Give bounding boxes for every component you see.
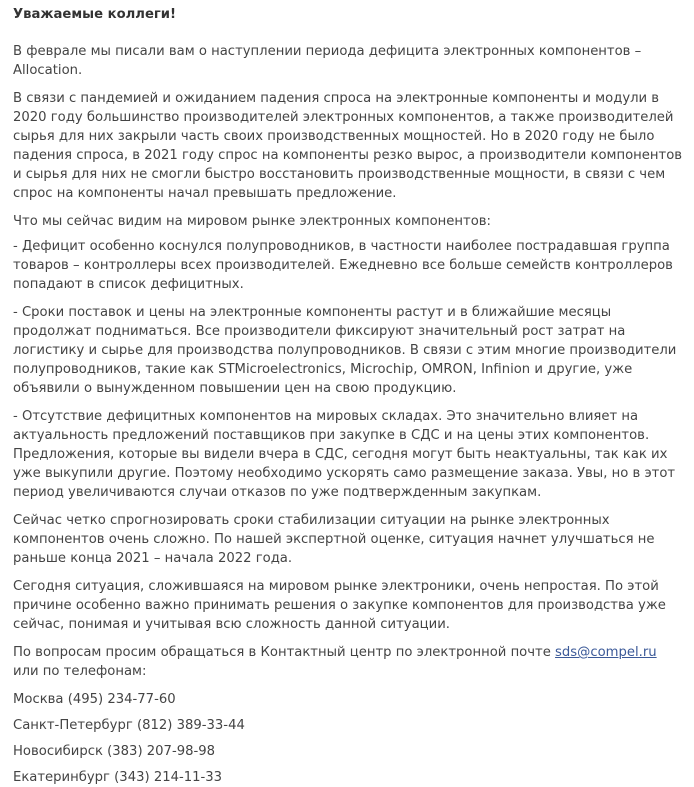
phone-novosibirsk: Новосибирск (383) 207-98-98 bbox=[13, 744, 216, 759]
contact-email-link[interactable]: sds@compel.ru bbox=[555, 645, 657, 660]
market-list-heading: Что мы сейчас видим на мировом рынке электронных компонентов: bbox=[13, 214, 491, 229]
bullet-stock: - Отсутствие дефицитных компонентов на мировых складах. Это значительно влияет на актуальность предложений поставщиков при закупке в СДС и на цены этих компонентов. Предложения, которые вы видели вчера в СДС, сегодня могут быть неактуальны, так как их уже выкупили другие. Поэтому необходимо ускорять само размещение заказа. Увы, но в этот период увеличиваются случаи отказов по уже подтвержденным закупкам. bbox=[13, 409, 676, 500]
bullet-shortage: - Дефицит особенно коснулся полупроводников, в частности наиболее пострадавшая группа товаров – контроллеры всех производителей. Ежедневно все больше семейств контроллеров попадают в список дефицитных. bbox=[13, 239, 673, 292]
letter-greeting: Уважаемые коллеги! bbox=[13, 7, 177, 22]
situation-paragraph: В связи с пандемией и ожиданием падения спроса на электронные компоненты и модули в 2020 году большинство производителей электронных компонентов, а также производителей сырья для них закрыли часть своих производственных мощностей. Но в 2020 году не было падения спроса, в 2021 году спрос на компоненты резко вырос, а производители компонентов и сырья для них не смогли быстро восстановить производственные мощности, в связи с чем спрос на компоненты начал превышать предложение. bbox=[13, 91, 683, 201]
contact-prefix: По вопросам просим обращаться в Контактный центр по электронной почте bbox=[13, 645, 556, 660]
phone-list bbox=[13, 690, 694, 787]
contact-suffix: или по телефонам: bbox=[13, 664, 147, 679]
forecast-paragraph: Сейчас четко спрогнозировать сроки стабилизации ситуации на рынке электронных компонентов очень сложно. По нашей экспертной оценке, ситуация начнет улучшаться не раньше конца 2021 – начала 2022 года. bbox=[13, 513, 655, 566]
phone-saint-petersburg: Санкт-Петербург (812) 389-33-44 bbox=[13, 718, 245, 733]
advice-paragraph: Сегодня ситуация, сложившаяся на мировом рынке электроники, очень непростая. По этой причине особенно важно принимать решения о закупке компонентов для производства уже сейчас, понимая и учитывая всю сложность данной ситуации. bbox=[13, 579, 666, 632]
contact-paragraph bbox=[13, 643, 685, 681]
bullet-prices: - Сроки поставок и цены на электронные компоненты растут и в ближайшие месяцы продолжат подниматься. Все производители фиксируют значительный рост затрат на логистику и сырье для производства полупроводников. В связи с этим многие производители полупроводников, такие как STMicroelectronics, Microchip, OMRON, Infinion и другие, уже объявили о вынужденном повышении цен на свою продукцию. bbox=[13, 305, 677, 396]
phone-moscow: Москва (495) 234-77-60 bbox=[13, 692, 176, 707]
phone-yekaterinburg: Екатеринбург (343) 214-11-33 bbox=[13, 770, 223, 785]
intro-paragraph: В феврале мы писали вам о наступлении периода дефицита электронных компонентов – Allocation. bbox=[13, 44, 642, 78]
